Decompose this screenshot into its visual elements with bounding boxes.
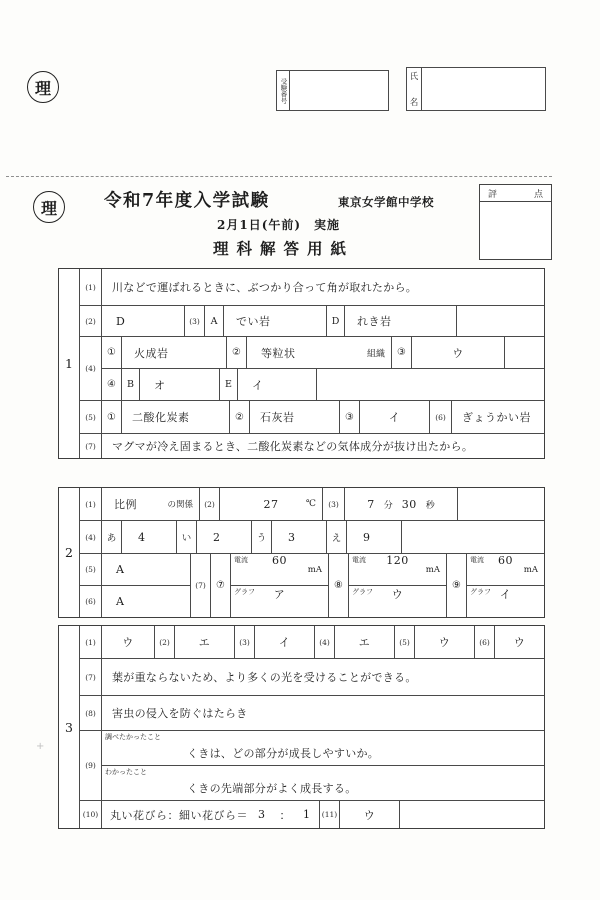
q2-5-answer: A [102, 554, 191, 585]
item-number: (11) [320, 801, 340, 828]
q1-5-3-answer: イ [360, 401, 430, 433]
item-number: (3) [323, 488, 345, 520]
circled-number: ② [230, 401, 250, 433]
item-number: (1) [80, 488, 102, 520]
q2-9-graph-value: イ [499, 588, 512, 601]
question2-number: 2 [59, 488, 80, 617]
q3-10-label: 丸い花びら：細い花びら＝ [110, 808, 248, 822]
q2-7-graph-cell [231, 586, 328, 617]
item-number: (10) [80, 801, 102, 828]
q1-4-2-suffix: 組織 [366, 349, 385, 359]
name-label-top: 氏 [409, 72, 419, 82]
item-number: (2) [80, 306, 102, 336]
circled-number: ⑦ [211, 554, 231, 617]
item-number: (4) [80, 337, 102, 400]
empty-space [457, 306, 544, 336]
current-label: 電流 [352, 556, 366, 564]
sheet-title: 理科解答用紙 [213, 239, 355, 258]
q2-3-seconds: 30 [401, 497, 417, 511]
q2-9-graph-cell [467, 586, 544, 617]
q2-1-suffix: の関係 [167, 500, 193, 510]
kana-label: え [327, 521, 347, 553]
circled-number: ③ [340, 401, 360, 433]
current-unit: mA [425, 564, 440, 575]
q3-5-answer: ウ [415, 626, 475, 658]
circled-number: ④ [102, 369, 122, 400]
name-field[interactable] [422, 68, 545, 110]
q3-9-learned [102, 766, 544, 800]
kana-label: あ [102, 521, 122, 553]
q2-7-current-value: 60 [272, 554, 287, 567]
question3-table [58, 625, 545, 829]
q1-3-answer-a: でい岩 [224, 306, 327, 336]
circled-number: ① [102, 337, 122, 368]
empty-space [400, 801, 544, 828]
q3-9-investigated [102, 731, 544, 766]
q1-4-3-answer: ウ [412, 337, 505, 368]
q1-row2 [80, 306, 544, 337]
item-number: (6) [430, 401, 452, 433]
q3-9-investigated-text: くきは、どの部分が成長しやすいか。 [187, 747, 380, 760]
q2-2-unit: ℃ [305, 499, 316, 509]
q1-row1 [80, 269, 544, 306]
q1-4-subrow1 [102, 337, 544, 369]
name-label-bottom: 名 [409, 98, 419, 108]
circled-number: ⑨ [447, 554, 467, 617]
cut-line [6, 176, 552, 177]
q1-7-answer: マグマが冷え固まるとき、二酸化炭素などの気体成分が抜け出たから。 [112, 440, 474, 453]
q2-row5-7 [80, 554, 544, 617]
score-label-right: 点 [533, 189, 543, 200]
current-unit: mA [523, 564, 538, 575]
circled-number: ① [102, 401, 122, 433]
q2-4-i-answer: 2 [197, 521, 252, 553]
item-number: (5) [80, 401, 102, 433]
item-number: (7) [80, 659, 102, 695]
q2-7-graph-value: ア [273, 588, 286, 601]
q3-1-answer: ウ [102, 626, 155, 658]
item-number: (8) [80, 696, 102, 730]
exam-number-label: 受験番号 [277, 71, 290, 110]
empty-space [317, 369, 544, 400]
subject-stamp-header-label: 理 [40, 198, 57, 218]
current-unit: mA [307, 564, 322, 575]
q3-row9 [80, 731, 544, 801]
item-number: (3) [185, 306, 205, 336]
q2-row4 [80, 521, 544, 554]
circled-number: ⑧ [329, 554, 349, 617]
q3-2-answer: エ [175, 626, 235, 658]
q3-row7 [80, 659, 544, 696]
question1-table [58, 268, 545, 459]
item-number: (4) [315, 626, 335, 658]
item-number: (1) [80, 626, 102, 658]
q2-9-current-value: 60 [498, 554, 513, 567]
q2-4-u-answer: 3 [272, 521, 327, 553]
q3-8-answer: 害虫の侵入を防ぐはたらき [112, 707, 248, 720]
q1-4-1-answer: 火成岩 [122, 337, 227, 368]
q3-6-answer: ウ [513, 636, 526, 649]
item-number: (6) [80, 586, 102, 617]
q2-3-unit-min: 分 [383, 500, 393, 511]
q1-4-4-label-e: E [220, 369, 238, 400]
item-number: (7) [80, 434, 102, 458]
q2-4-a-answer: 4 [122, 521, 177, 553]
name-box [406, 67, 546, 111]
q1-4-4-answer-b: オ [140, 369, 220, 400]
subject-stamp-top [27, 71, 59, 103]
q1-1-answer: 川などで運ばれるときに、ぶつかり合って角が取れたから。 [112, 281, 418, 294]
q2-8-graph-value: ウ [391, 588, 404, 601]
exam-date-line: 2月1日(午前) 実施 [217, 218, 341, 232]
item-number: (5) [80, 554, 102, 585]
q1-4-subrow2 [102, 369, 544, 400]
kana-label: い [177, 521, 197, 553]
kana-label: う [252, 521, 272, 553]
question3-number: 3 [59, 626, 80, 828]
q1-4-2-answer: 等粒状 [261, 346, 296, 360]
item-number: (2) [200, 488, 220, 520]
q1-3-answer-d: れき岩 [345, 306, 457, 336]
q1-row7 [80, 434, 544, 458]
q3-11-answer: ウ [340, 801, 400, 828]
school-name: 東京女学館中学校 [338, 195, 434, 209]
q3-10-value2: 1 [303, 808, 311, 821]
q2-1-answer: 比例 [114, 498, 137, 511]
name-label [407, 68, 422, 110]
q2-4-e-answer: 9 [347, 521, 402, 553]
subject-stamp-label: 理 [34, 78, 51, 98]
q2-6-answer: A [102, 586, 191, 617]
item-number: (2) [155, 626, 175, 658]
q3-10-colon: ： [279, 808, 291, 822]
register-mark: + [36, 741, 45, 752]
q1-4-4-label-b: B [122, 369, 140, 400]
q2-row5 [80, 554, 191, 586]
empty-space [505, 337, 544, 368]
item-number: (6) [475, 626, 495, 658]
subject-stamp-header [33, 191, 65, 223]
q3-row8 [80, 696, 544, 731]
q2-row1 [80, 488, 544, 521]
q3-row10-11 [80, 801, 544, 828]
circled-number: ② [227, 337, 247, 368]
q3-row1-6 [80, 626, 544, 659]
circled-number: ③ [392, 337, 412, 368]
q3-9-learned-text: くきの先端部分がよく成長する。 [187, 782, 357, 795]
q2-3-unit-sec: 秒 [425, 500, 435, 511]
q1-row5 [80, 401, 544, 434]
graph-label: グラフ [470, 588, 491, 596]
q2-7-current-cell [231, 554, 328, 586]
q1-3-label-d: D [327, 306, 345, 336]
q2-8-current-value: 120 [386, 554, 409, 567]
item-number: (1) [80, 269, 102, 305]
score-box-header [480, 185, 551, 202]
exam-number-field[interactable] [290, 71, 388, 110]
q3-4-answer: エ [335, 626, 395, 658]
item-number: (4) [80, 521, 102, 553]
q3-9-learned-label: わかったこと [105, 768, 147, 776]
exam-number-box [276, 70, 389, 111]
graph-label: グラフ [234, 588, 255, 596]
q3-7-answer: 葉が重ならないため、より多くの光を受けることができる。 [112, 671, 417, 684]
q1-5-1-answer: 二酸化炭素 [122, 401, 230, 433]
q2-8-current-cell [349, 554, 446, 586]
q3-3-answer: イ [255, 626, 315, 658]
item-number: (9) [80, 731, 102, 800]
current-label: 電流 [470, 556, 484, 564]
q2-8-graph-cell [349, 586, 446, 617]
q1-6-answer: ぎょうかい岩 [462, 411, 531, 424]
score-box [479, 184, 552, 260]
q1-2-answer: D [102, 306, 185, 336]
q3-10-value1: 3 [258, 808, 266, 821]
q1-3-label-a: A [205, 306, 224, 336]
question1-number: 1 [59, 269, 80, 458]
empty-space [402, 521, 544, 553]
score-label-left: 評 [488, 189, 498, 200]
q1-4-4-answer-e: イ [238, 369, 317, 400]
q2-2-answer: 27 [263, 497, 279, 511]
question2-table [58, 487, 545, 618]
item-number: (7) [191, 554, 211, 617]
q2-3-minutes: 7 [367, 497, 375, 511]
empty-space [458, 488, 544, 520]
graph-label: グラフ [352, 588, 373, 596]
exam-title: 令和7年度入学試験 [104, 191, 270, 211]
item-number: (3) [235, 626, 255, 658]
score-field[interactable] [480, 202, 551, 259]
current-label: 電流 [234, 556, 248, 564]
q2-row6 [80, 586, 191, 617]
q1-5-2-answer: 石灰岩 [250, 401, 340, 433]
item-number: (5) [395, 626, 415, 658]
q2-9-current-cell [467, 554, 544, 586]
q1-row4 [80, 337, 544, 401]
q3-9-investigated-label: 調べたかったこと [105, 733, 161, 741]
